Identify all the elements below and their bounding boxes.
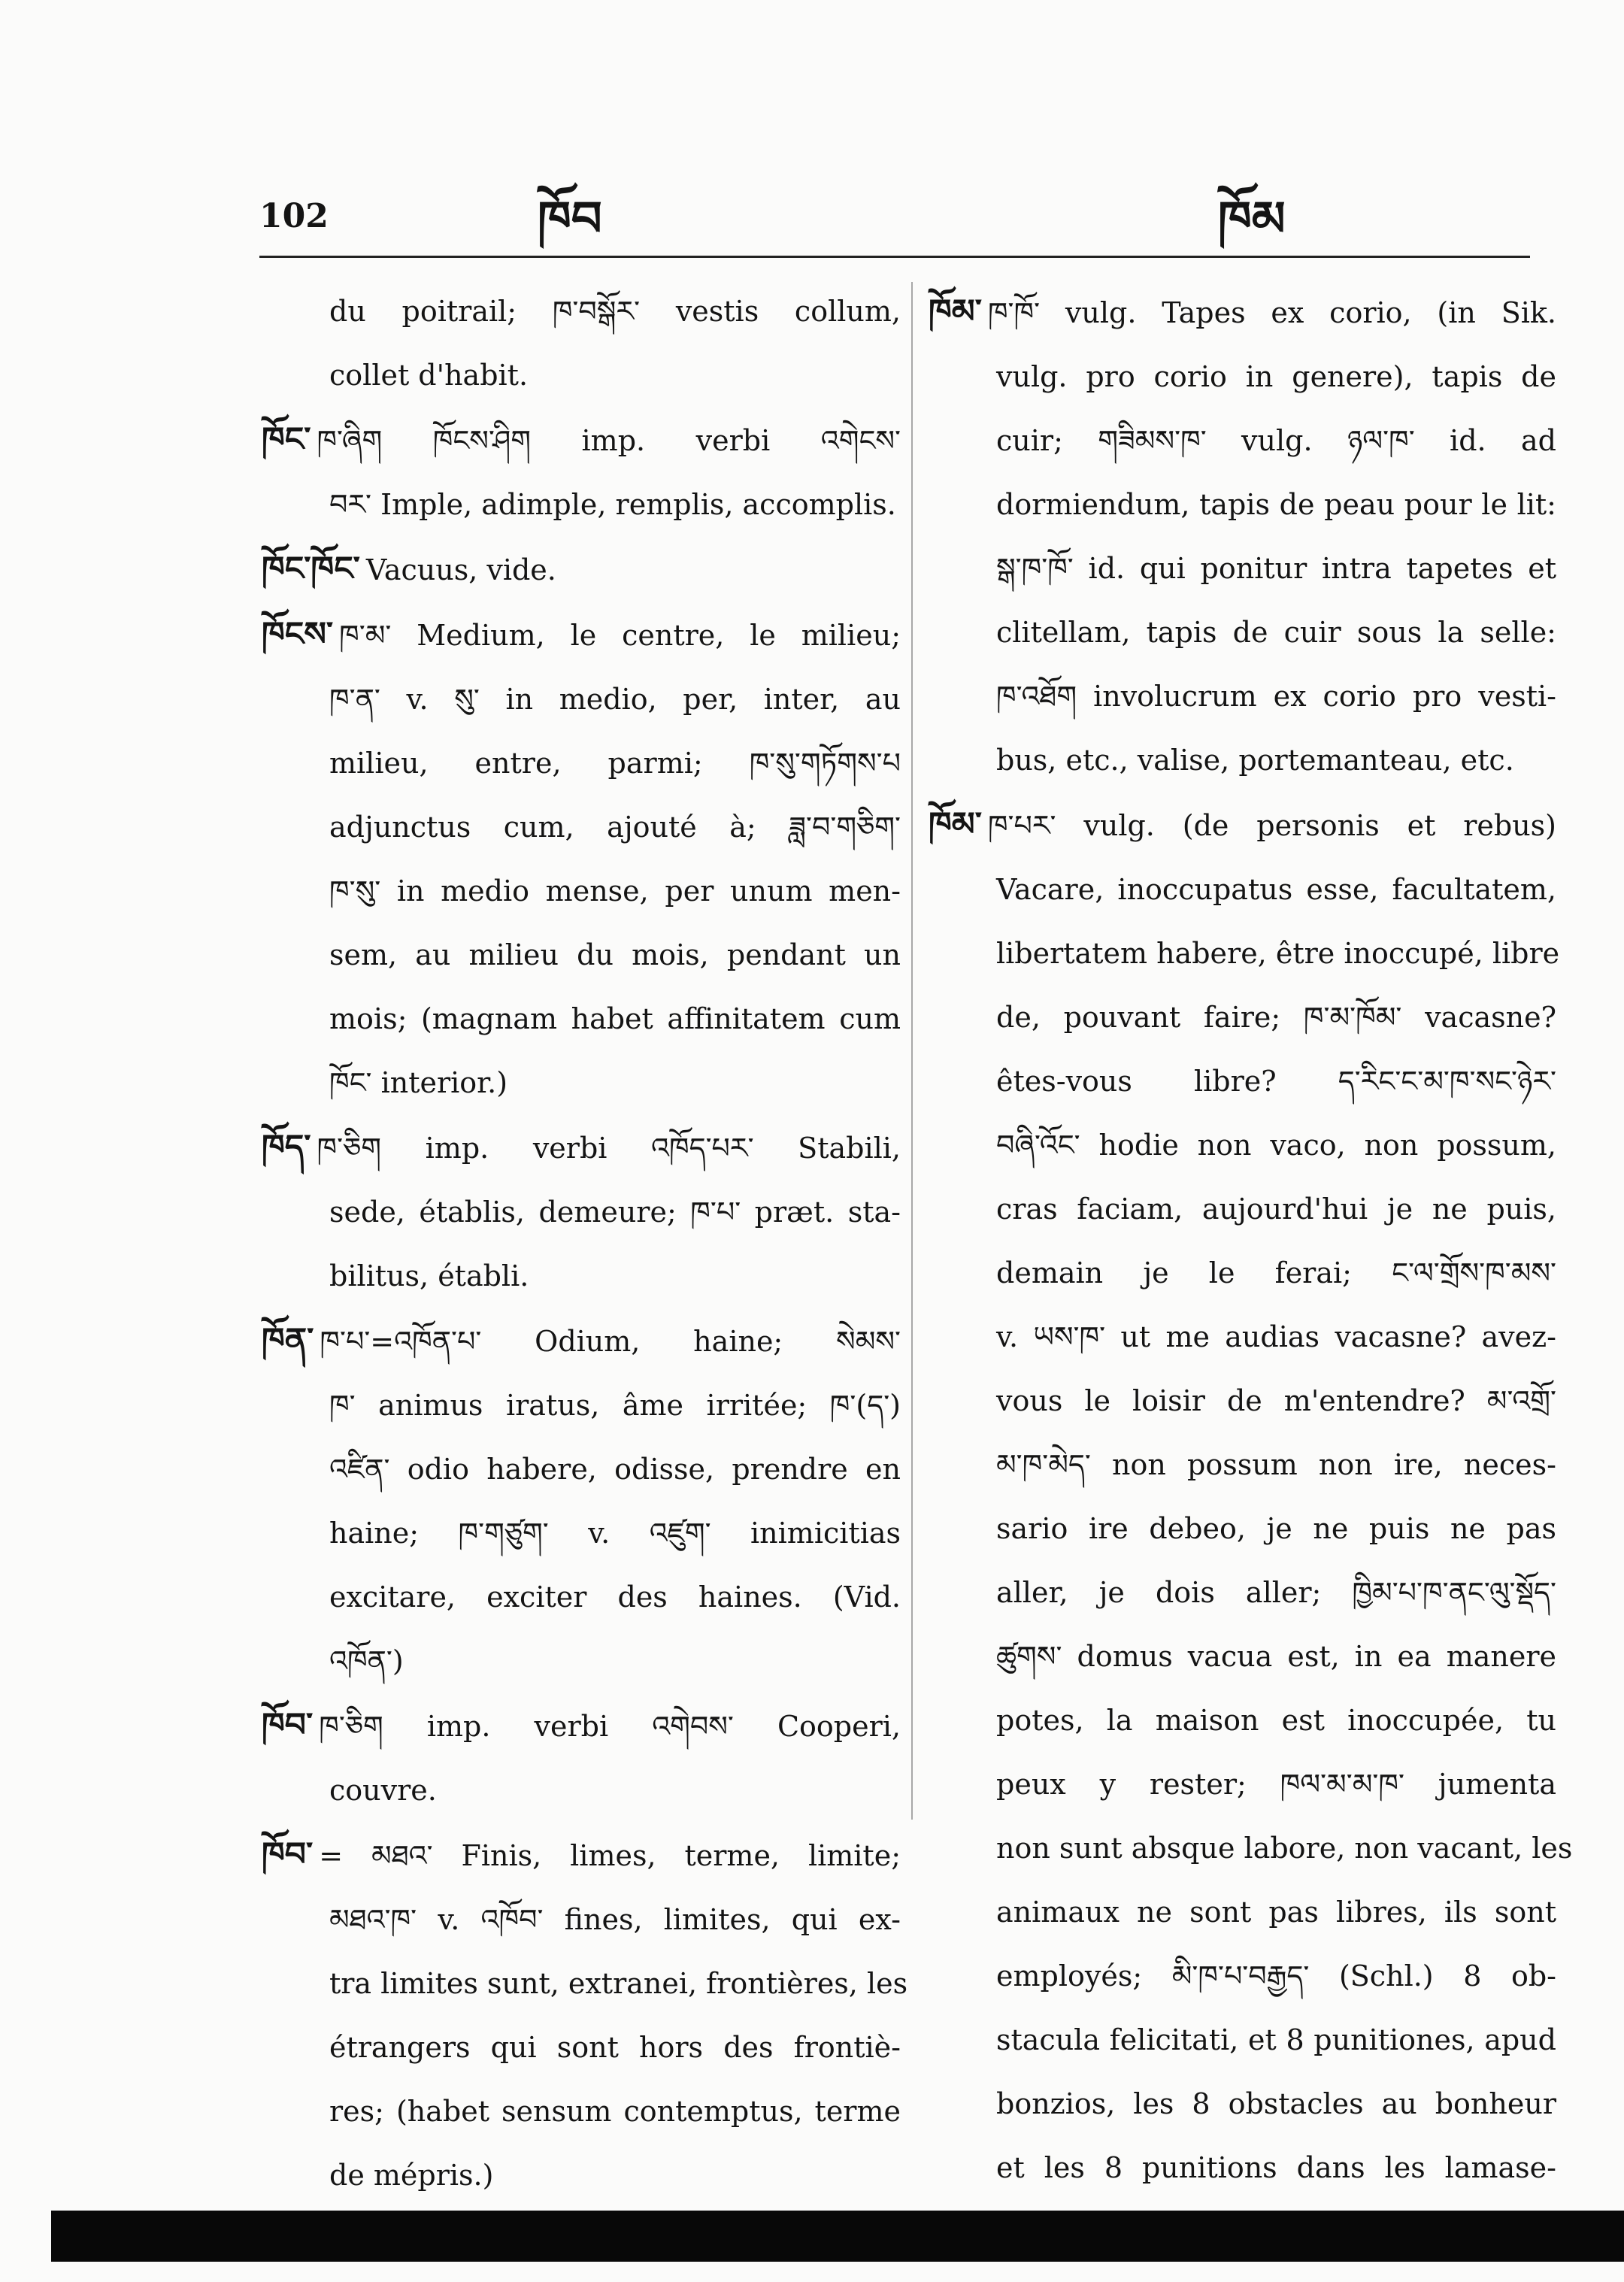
entry-text: འཛིན་ odio habere, odisse, prendre en xyxy=(329,1453,901,1486)
entry-line xyxy=(929,1177,1556,1241)
entry-line xyxy=(262,408,901,473)
entry-line xyxy=(929,1817,1573,1880)
entry-line xyxy=(929,280,1556,345)
entry-line xyxy=(929,665,1556,729)
entry-text: bilitus, établi. xyxy=(329,1259,529,1293)
entry-text: milieu, entre, parmi; ཁ་སུ་གཏོགས་པ xyxy=(329,747,901,780)
entry-line xyxy=(262,668,901,732)
entry-line xyxy=(262,796,901,859)
dictionary-entry xyxy=(262,1115,901,1308)
entry-line xyxy=(262,1180,901,1244)
dictionary-entry xyxy=(262,1308,901,1693)
entry-line xyxy=(262,1629,901,1693)
entry-text: ཚུགས་ domus vacua est, in ea manere xyxy=(996,1640,1556,1673)
left-column xyxy=(262,280,908,2208)
entry-text: sem, au milieu du mois, pendant un xyxy=(329,938,901,971)
footer-bar xyxy=(51,2211,1624,2262)
entry-text: ཁ་ན་ v. སུ་ in medio, per, inter, au xyxy=(329,683,901,716)
entry-text: de mépris.) xyxy=(329,2159,494,2192)
entry-line xyxy=(929,1944,1556,2008)
entry-text: Vacuus, vide. xyxy=(365,553,556,586)
entry-text: Vacare, inoccupatus esse, facultatem, xyxy=(996,873,1556,906)
dictionary-entry xyxy=(262,1823,908,2208)
entry-line xyxy=(262,732,901,796)
entry-text: sede, établis, demeure; ཁ་པ་ præt. sta- xyxy=(329,1196,901,1229)
running-header-right: ཁོམ xyxy=(1218,191,1286,247)
entry-text: peux y rester; ཁལ་མ་མ་ཁ་ jumenta xyxy=(996,1768,1556,1801)
entry-line xyxy=(262,1952,908,2016)
headword: ཁོང་ཁོང་ xyxy=(262,550,360,588)
entry-line xyxy=(262,859,901,923)
entry-text: cras faciam, aujourd'hui je ne puis, xyxy=(996,1193,1556,1226)
entry-line xyxy=(929,2008,1556,2072)
headword: ཁོད་ xyxy=(262,1128,311,1166)
entry-line xyxy=(929,345,1556,409)
entry-text: ཁ་འཐོག involucrum ex corio pro vesti- xyxy=(996,680,1556,713)
entry-line xyxy=(262,602,901,668)
header-rule xyxy=(259,256,1530,258)
entry-text: haine; ཁ་གཙུག་ v. འཛུག་ inimicitias xyxy=(329,1517,901,1550)
dictionary-entry xyxy=(262,408,901,537)
entry-text: potes, la maison est inoccupée, tu xyxy=(996,1704,1556,1737)
entry-line xyxy=(929,1433,1556,1497)
entry-text: êtes-vous libre? ད་རིང་ང་མ་ཁ་སང་ཉེར་ xyxy=(996,1065,1556,1098)
entry-text: libertatem habere, être inoccupé, libre xyxy=(996,937,1560,970)
entry-line xyxy=(929,858,1556,922)
entry-text: de, pouvant faire; ཁ་མ་ཁོམ་ vacasne? xyxy=(996,1001,1556,1034)
entry-text: བཞི་འོང་ hodie non vaco, non possum, xyxy=(996,1129,1556,1162)
entry-text: ཁ་སུ་ in medio mense, per unum men- xyxy=(329,874,901,908)
dictionary-entry xyxy=(262,280,901,408)
entry-line xyxy=(262,923,901,987)
dictionary-entry xyxy=(262,537,901,602)
entry-line xyxy=(929,1305,1556,1369)
entry-line xyxy=(262,1693,901,1759)
entry-line xyxy=(262,2016,901,2080)
entry-text: མ་ཁ་མེད་ non possum non ire, neces- xyxy=(996,1448,1556,1481)
entry-text: non sunt absque labore, non vacant, les xyxy=(996,1832,1573,1865)
entry-text: སྒ་ཁ་ཁོ་ id. qui ponitur intra tapetes et xyxy=(996,552,1556,585)
entry-line xyxy=(262,1244,901,1308)
headword: ཁོབ་ xyxy=(262,1835,314,1874)
entry-line xyxy=(262,1438,901,1502)
entry-line xyxy=(929,792,1556,858)
entry-text: ཁ་ཁོ་ vulg. Tapes ex corio, (in Sik. xyxy=(987,296,1556,329)
entry-line xyxy=(929,1050,1556,1114)
dictionary-entry xyxy=(262,1693,901,1823)
headword: ཁོང་ xyxy=(262,420,311,459)
entry-line xyxy=(929,473,1556,537)
headword: ཁོམ་ xyxy=(929,805,982,844)
entry-line xyxy=(929,601,1556,665)
right-column xyxy=(929,280,1573,2264)
entry-text: excitare, exciter des haines. (Vid. xyxy=(329,1580,901,1614)
entry-line xyxy=(929,1625,1556,1689)
entry-text: sario ire debeo, je ne puis ne pas xyxy=(996,1512,1556,1545)
entry-text: stacula felicitati, et 8 punitiones, apud xyxy=(996,2023,1556,2056)
entry-line xyxy=(929,1880,1556,1944)
dictionary-entry xyxy=(262,602,901,1115)
entry-line xyxy=(262,2080,901,2144)
entry-text: res; (habet sensum contemptus, terme xyxy=(329,2095,901,2128)
entry-text: ཁ་ཞིག ཁོངས་ཤིག imp. verbi འགེངས་ xyxy=(317,424,901,457)
running-header-left: ཁོབ xyxy=(538,191,602,247)
entry-line xyxy=(262,1823,901,1888)
entry-text: ཁ་ animus iratus, âme irritée; ཁ་(ད་) xyxy=(329,1389,901,1422)
entry-line xyxy=(929,922,1560,986)
entry-text: བར་ Imple, adimple, remplis, accomplis. xyxy=(329,488,896,521)
entry-text: bus, etc., valise, portemanteau, etc. xyxy=(996,744,1514,777)
entry-text: = མཐའ་ Finis, limes, terme, limite; xyxy=(319,1839,901,1872)
entry-line xyxy=(262,1374,901,1438)
entry-text: mois; (magnam habet affinitatem cum xyxy=(329,1002,901,1035)
entry-line xyxy=(929,1497,1556,1561)
dictionary-entry xyxy=(929,280,1556,792)
entry-text: adjunctus cum, ajouté à; ཟླ་བ་གཅིག་ xyxy=(329,811,901,844)
entry-text: མཐའ་ཁ་ v. འཁོབ་ fines, limites, qui ex- xyxy=(329,1903,901,1936)
entry-text: demain je le ferai; ང་ལ་གྲོས་ཁ་མས་ xyxy=(996,1256,1556,1289)
entry-text: collet d'habit. xyxy=(329,359,529,392)
entry-line xyxy=(262,537,901,602)
entry-text: animaux ne sont pas libres, ils sont xyxy=(996,1896,1556,1929)
entry-text: vulg. pro corio in genere), tapis de xyxy=(996,360,1556,393)
entry-line xyxy=(929,1689,1556,1753)
entry-line xyxy=(262,473,901,537)
entry-line xyxy=(929,2072,1556,2136)
entry-text: ཁ་པ་=འཁོན་པ་ Odium, haine; སེམས་ xyxy=(320,1325,901,1358)
entry-line xyxy=(929,2136,1556,2200)
entry-line xyxy=(929,1369,1556,1433)
entry-line xyxy=(929,729,1556,792)
entry-text: cuir; གཟིམས་ཁ་ vulg. ཉལ་ཁ་ id. ad xyxy=(996,424,1556,457)
entry-line xyxy=(929,1241,1556,1305)
entry-line xyxy=(262,1502,901,1565)
entry-line xyxy=(929,537,1556,601)
entry-text: du poitrail; ཁ་བསྒོར་ vestis collum, xyxy=(329,295,901,328)
entry-line xyxy=(929,1753,1556,1817)
page-number: 102 xyxy=(259,197,329,235)
entry-text: ཁ་ཅིག imp. verbi འཁོད་པར་ Stabili, xyxy=(317,1132,901,1165)
entry-line xyxy=(262,1888,901,1952)
entry-line xyxy=(262,280,901,344)
entry-line xyxy=(929,1114,1556,1177)
dictionary-entry xyxy=(929,792,1573,2264)
headword: ཁོན་ xyxy=(262,1321,314,1359)
entry-line xyxy=(262,2144,901,2208)
entry-text: et les 8 punitions dans les lamase- xyxy=(996,2151,1556,2184)
headword: ཁོམ་ xyxy=(929,292,982,331)
entry-line xyxy=(262,987,901,1051)
entry-line xyxy=(262,1308,901,1374)
entry-text: employés; མི་ཁ་པ་བརྒྱད་ (Schl.) 8 ob- xyxy=(996,1959,1556,1993)
entry-line xyxy=(262,344,901,408)
entry-text: ཁ་ཅིག imp. verbi འགེབས་ Cooperi, xyxy=(319,1710,901,1743)
column-divider xyxy=(911,282,913,1820)
headword: ཁོངས་ xyxy=(262,615,334,653)
entry-text: འཁོན་) xyxy=(329,1644,404,1677)
entry-text: dormiendum, tapis de peau pour le lit: xyxy=(996,488,1556,521)
entry-line xyxy=(262,1759,901,1823)
entry-line xyxy=(262,1051,901,1115)
headword: ཁོབ་ xyxy=(262,1706,314,1744)
entry-text: étrangers qui sont hors des frontiè- xyxy=(329,2031,901,2064)
entry-line xyxy=(262,1115,901,1180)
entry-text: couvre. xyxy=(329,1774,437,1807)
entry-text: v. ཡས་ཁ་ ut me audias vacasne? avez- xyxy=(996,1320,1556,1353)
entry-text: aller, je dois aller; ཁྱིམ་པ་ཁ་ནང་ལུ་སྡོད་ xyxy=(996,1576,1556,1609)
entry-line xyxy=(929,986,1556,1050)
entry-text: vous le loisir de m'entendre? མ་འགྲོ་ xyxy=(996,1384,1556,1417)
entry-line xyxy=(929,1561,1556,1625)
entry-text: tra limites sunt, extranei, frontières, les xyxy=(329,1967,908,2000)
entry-line xyxy=(929,409,1556,473)
entry-text: ཁོང་ interior.) xyxy=(329,1066,508,1099)
entry-text: bonzios, les 8 obstacles au bonheur xyxy=(996,2087,1556,2120)
entry-text: ཁ་པར་ vulg. (de personis et rebus) xyxy=(987,809,1556,842)
entry-text: ཁ་མ་ Medium, le centre, le milieu; xyxy=(339,619,901,652)
entry-text: clitellam, tapis de cuir sous la selle: xyxy=(996,616,1556,649)
entry-line xyxy=(262,1565,901,1629)
